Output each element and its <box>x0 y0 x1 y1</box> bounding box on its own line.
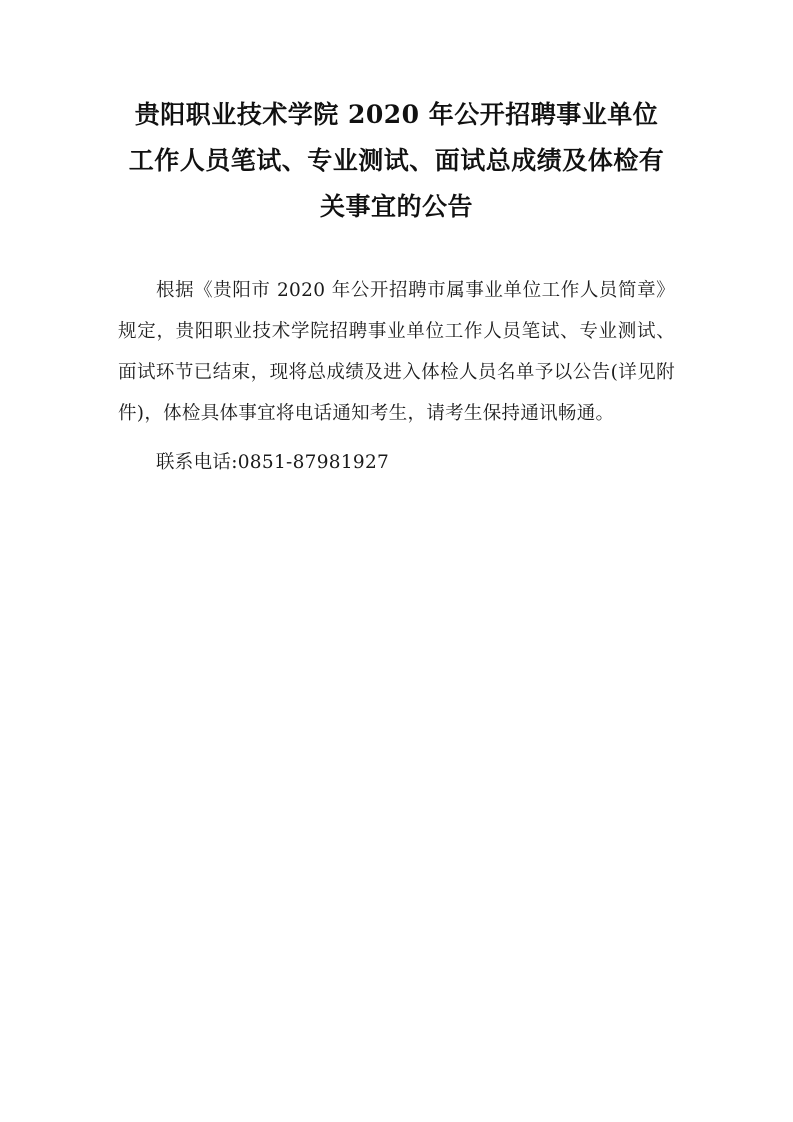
contact-line: 联系电话:0851-87981927 <box>156 452 390 473</box>
page-title: 贵阳职业技术学院 2020 年公开招聘事业单位工作人员笔试、专业测试、面试总成绩及体检有关事宜的公告 <box>128 100 665 221</box>
document-body <box>118 270 675 483</box>
body-paragraph: 根据《贵阳市 2020 年公开招聘市属事业单位工作人员简章》规定，贵阳职业技术学院招聘事业单位工作人员笔试、专业测试、面试环节已结束，现将总成绩及进入体检人员名单予以公告(详见附件)，体检具体事宜将电话通知考生，请考生保持通讯畅通。 <box>118 280 675 424</box>
